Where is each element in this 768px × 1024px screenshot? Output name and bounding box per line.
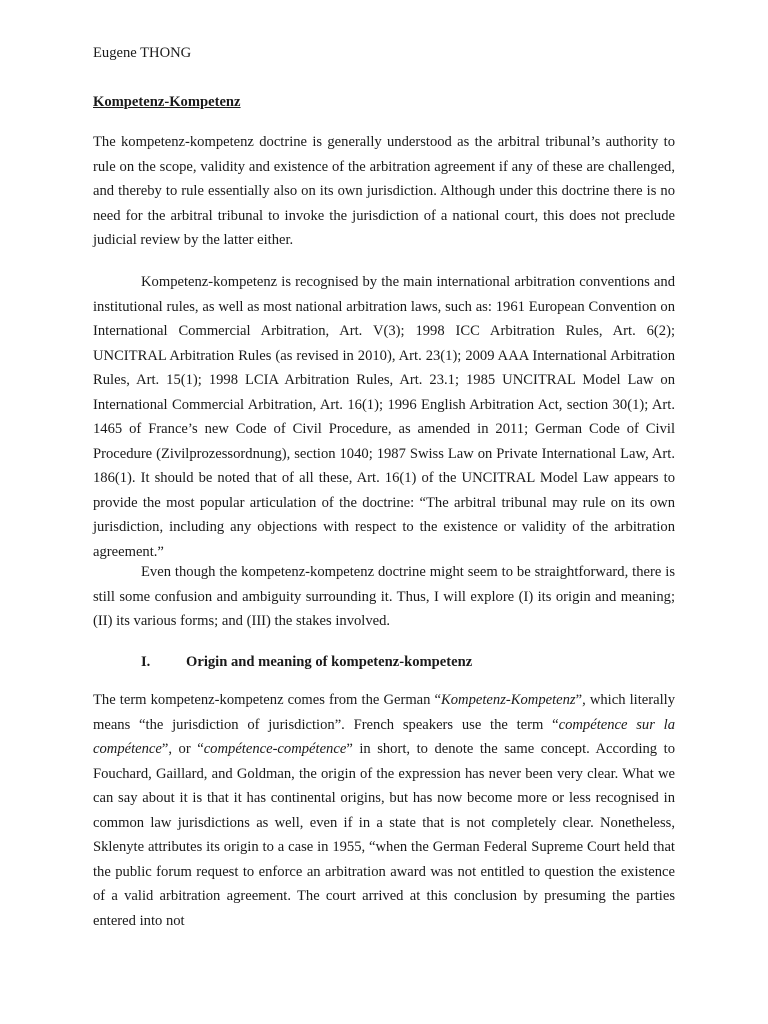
paragraph-outline: Even though the kompetenz-kompetenz doctrine might seem to be straightforward, there is still some confusion and ambiguity surrounding it. Thus, I will explore (I) its origin and meaning; (II) its various forms; and (III) the stakes involved. [93,564,675,629]
section-title: Origin and meaning of kompetenz-kompetenz [186,654,473,670]
author-name: Eugene THONG [93,45,192,61]
italic-term: Kompetenz-Kompetenz [441,692,576,708]
italic-term: compétence-compétence [203,741,347,757]
italic-term: compétence sur la compétence [93,716,675,757]
paragraph-intro: The kompetenz-kompetenz doctrine is generally understood as the arbitral tribunal’s authority to rule on the scope, validity and existence of the arbitration agreement if any of these are challenged, and thereby to rule essentially also on its own jurisdiction. Although under this doctrine there is no need for the arbitral tribunal to invoke the jurisdiction of a national court, this does not preclude judicial review by the latter either. [93,134,675,248]
section-heading [141,652,472,672]
document-title: Kompetenz-Kompetenz [93,94,241,110]
text-run: ”, which literally means “the jurisdiction of jurisdiction”. French speakers use the term “ [93,692,675,733]
section-number: I. [141,654,151,670]
text-run: The term kompetenz-kompetenz comes from the German “ [93,692,442,708]
paragraph-recognition: Kompetenz-kompetenz is recognised by the main international arbitration conventions and institutional rules, as well as most national arbitration laws, such as: 1961 European Convention on International Commercial Arbitration, Art. V(3); 1998 ICC Arbitration Rules, Art. 6(2); UNCITRAL Arbitration Rules (as revised in 2010), Art. 23(1); 2009 AAA International Arbitration Rules, Art. 15(1); 1998 LCIA Arbitration Rules, Art. 23.1; 1985 UNCITRAL Model Law on International Commercial Arbitration, Art. 16(1); 1996 English Arbitration Act, section 30(1); Art. 1465 of France’s new Code of Civil Procedure, as amended in 2011; German Code of Civil Procedure (Zivilprozessordnung), section 1040; 1987 Swiss Law on Private International Law, Art. 186(1). It should be noted that of all these, Art. 16(1) of the UNCITRAL Model Law appears to provide the most popular articulation of the doctrine: “The arbitral tribunal may rule on its own jurisdiction, including any objections with respect to the existence or validity of the arbitration agreement.” [93,274,675,560]
text-run: ” in short, to denote the same concept. According to Fouchard, Gaillard, and Goldman, the origin of the expression has never been very clear. What we can say about it is that it has continental origins, but has now become more or less recognised in common law jurisdictions as well, even if in a state that is not completely clear. Nonetheless, Sklenyte attributes its origin to a case in 1955, “when the German Federal Supreme Court held that the public forum request to enforce an arbitration award was not entitled to question the existence of a valid arbitration agreement. The court arrived at this conclusion by presuming the parties entered into not [93,741,675,929]
text-run: ”, or “ [161,741,204,757]
paragraph-origin [93,688,675,933]
